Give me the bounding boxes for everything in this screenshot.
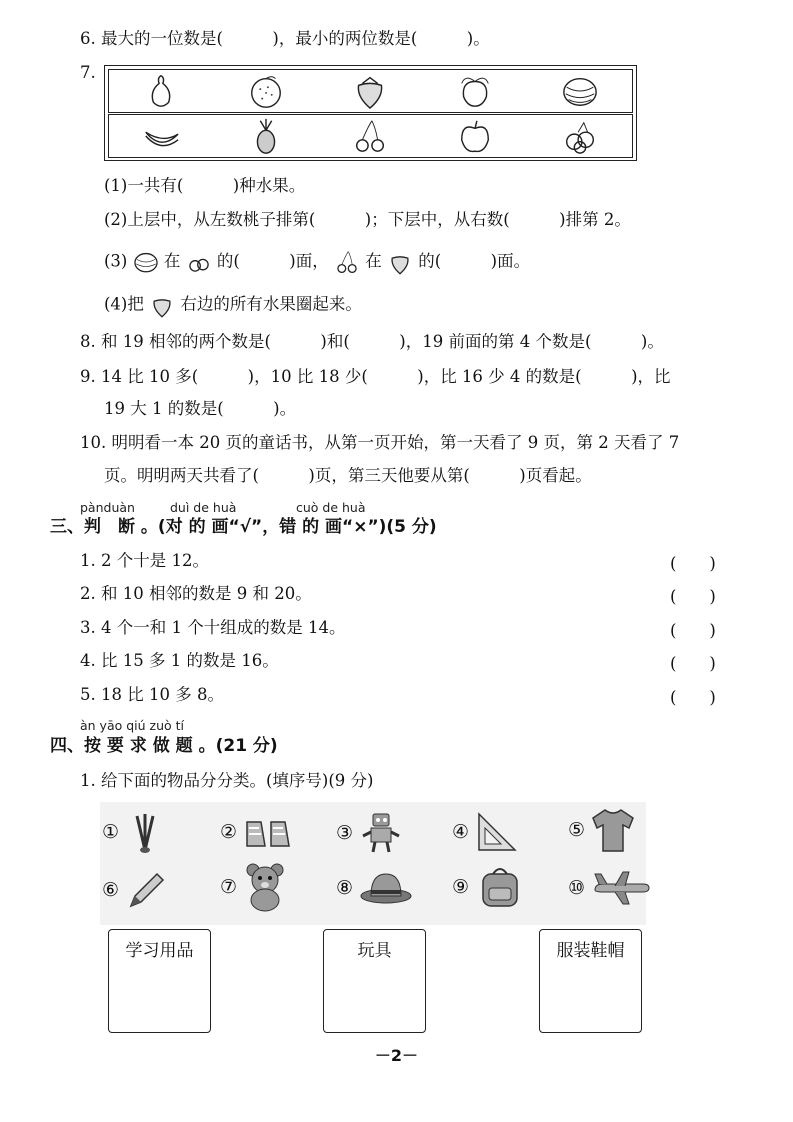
fruit-grid <box>104 65 637 161</box>
objects-panel <box>100 802 646 925</box>
judge-answer-4[interactable]: ( ) <box>670 654 716 673</box>
strawberry-icon <box>149 292 175 318</box>
shirt-icon <box>591 806 635 854</box>
apple-icon <box>456 117 494 155</box>
question-7-4: (4)把 右边的所有水果圈起来。 <box>104 292 362 318</box>
object-6: ⑥ <box>102 868 169 912</box>
berries-icon <box>561 117 599 155</box>
pinyin-duidehua: duì de huà <box>170 500 237 515</box>
question-6: 6. 最大的一位数是( )，最小的两位数是( )。 <box>80 29 490 48</box>
object-10: ⑩ <box>568 868 651 908</box>
cherry-icon <box>351 117 389 155</box>
section-4-title: 四、按 要 求 做 题 。(21 分) <box>50 736 278 756</box>
object-3: ③ <box>336 810 403 856</box>
pear-icon <box>142 72 180 110</box>
strawberry-icon <box>351 72 389 110</box>
set-square-icon <box>475 810 519 854</box>
fruit-row-bottom <box>108 114 633 158</box>
sneakers-icon <box>243 810 293 854</box>
orange-icon <box>247 72 285 110</box>
strawberry-icon <box>387 249 413 275</box>
page-number: －2－ <box>374 1046 419 1065</box>
judge-item-4: 4. 比 15 多 1 的数是 16。 <box>80 651 279 670</box>
toy-airplane-icon <box>591 868 651 908</box>
question-10-line-2: 页。明明两天共看了( )页，第三天他要从第( )页看起。 <box>104 466 592 485</box>
category-box-study[interactable]: 学习用品 <box>108 929 211 1033</box>
judge-answer-3[interactable]: ( ) <box>670 621 716 640</box>
fruit-row-top <box>108 69 633 113</box>
judge-item-3: 3. 4 个一和 1 个十组成的数是 14。 <box>80 618 346 637</box>
judge-answer-1[interactable]: ( ) <box>670 554 716 573</box>
teddy-bear-icon <box>243 862 287 912</box>
object-1: ① <box>102 810 165 854</box>
watermelon-icon <box>561 72 599 110</box>
pinyin-anyaoqiuzuoti: àn yāo qiú zuò tí <box>80 718 185 733</box>
question-8: 8. 和 19 相邻的两个数是( )和( )，19 前面的第 4 个数是( )。 <box>80 332 664 351</box>
robot-toy-icon <box>359 810 403 856</box>
backpack-icon <box>475 864 525 910</box>
banana-icon <box>142 117 180 155</box>
judge-item-5: 5. 18 比 10 多 8。 <box>80 685 224 704</box>
question-7-2: (2)上层中，从左数桃子排第( )；下层中，从右数( )排第 2。 <box>104 210 631 229</box>
object-4: ④ <box>452 810 519 854</box>
question-9-line-2: 19 大 1 的数是( )。 <box>104 399 297 418</box>
object-2: ② <box>220 810 293 854</box>
pencil-icon <box>125 868 169 912</box>
question-9-line-1: 9. 14 比 10 多( )，10 比 18 少( )，比 16 少 4 的数是( )，比 <box>80 367 671 386</box>
section-4-question-1: 1. 给下面的物品分分类。(填序号)(9 分) <box>80 771 374 790</box>
object-5: ⑤ <box>568 806 635 854</box>
question-10-line-1: 10. 明明看一本 20 页的童话书，从第一页开始，第一天看了 9 页，第 2 天看了 7 <box>80 433 680 452</box>
judge-answer-5[interactable]: ( ) <box>670 688 716 707</box>
berries-icon <box>186 249 212 275</box>
question-7-1: (1)一共有( )种水果。 <box>104 176 306 195</box>
pinyin-cuodehua: cuò de huà <box>296 500 366 515</box>
pinyin-panduan: pànduàn <box>80 500 135 515</box>
question-7-label: 7. <box>80 63 96 82</box>
category-box-clothing[interactable]: 服装鞋帽 <box>539 929 642 1033</box>
object-7: ⑦ <box>220 862 287 912</box>
pineapple-icon <box>247 117 285 155</box>
object-9: ⑨ <box>452 864 525 910</box>
category-box-toys[interactable]: 玩具 <box>323 929 426 1033</box>
judge-item-1: 1. 2 个十是 12。 <box>80 551 209 570</box>
watermelon-icon <box>133 249 159 275</box>
question-7-3: (3) 在 的( )面， 在 的( )面。 <box>104 249 530 275</box>
shuttlecock-icon <box>125 810 165 854</box>
judge-item-2: 2. 和 10 相邻的数是 9 和 20。 <box>80 584 312 603</box>
object-8: ⑧ <box>336 868 413 908</box>
judge-answer-2[interactable]: ( ) <box>670 587 716 606</box>
section-3-title: 三、判 断 。(对 的 画“√”，错 的 画“×”)(5 分) <box>50 517 437 537</box>
hat-icon <box>359 868 413 908</box>
cherry-icon <box>334 249 360 275</box>
peach-icon <box>456 72 494 110</box>
